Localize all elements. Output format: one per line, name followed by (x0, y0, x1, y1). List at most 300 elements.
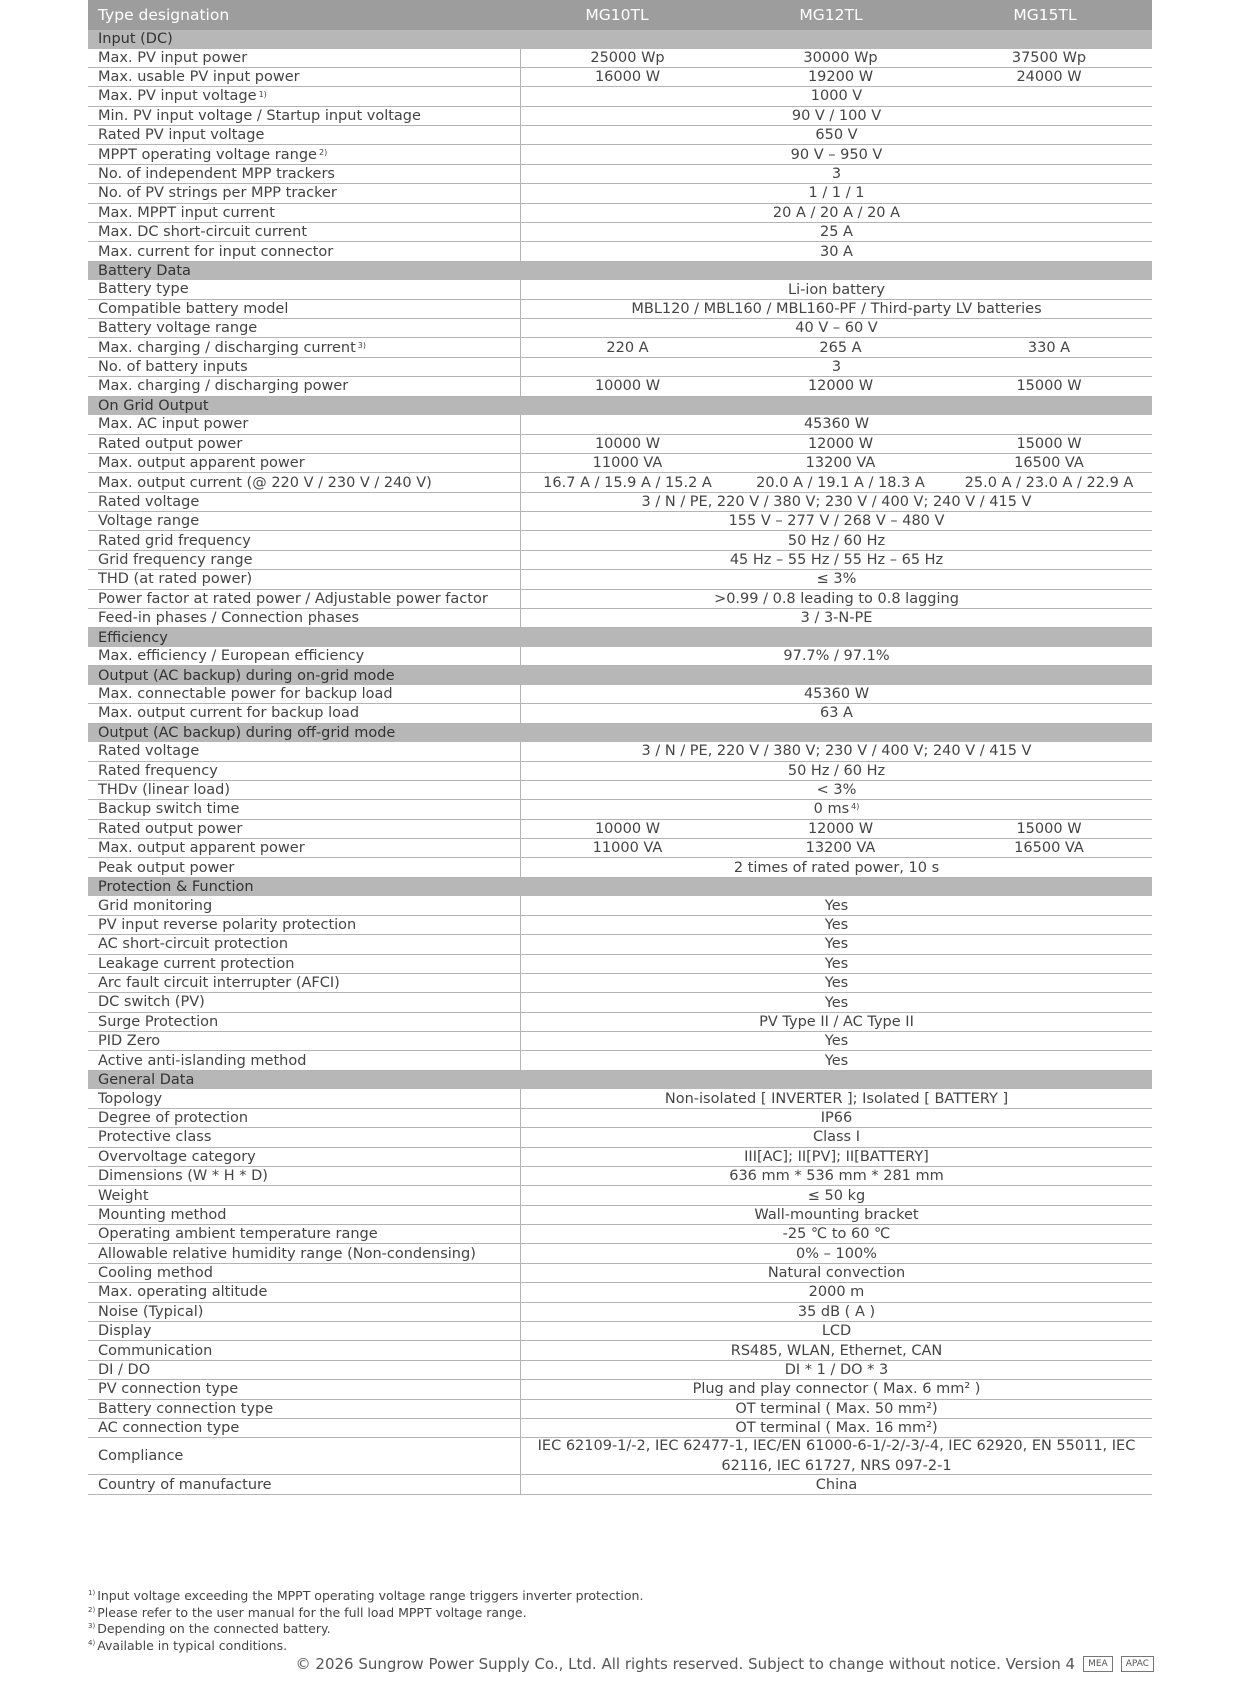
spec-label (88, 647, 521, 665)
spec-label-text: Communication (98, 1342, 213, 1359)
spec-label (88, 68, 521, 86)
spec-label (88, 839, 521, 857)
spec-label-text: MPPT operating voltage range (98, 146, 317, 163)
spec-label-text: Max. charging / discharging current (98, 339, 356, 356)
spec-label (88, 126, 521, 144)
spec-values (521, 87, 1152, 105)
copyright-text: © 2026 Sungrow Power Supply Co., Ltd. All rights reserved. Subject to change without notice. Version 4 (295, 1655, 1076, 1673)
spec-values (521, 570, 1152, 588)
spec-label-text: Max. PV input power (98, 49, 248, 66)
spec-label-text: Leakage current protection (98, 955, 295, 972)
spec-values (521, 165, 1152, 183)
spec-values (521, 280, 1152, 298)
spec-label-text: Compatible battery model (98, 300, 289, 317)
spec-values (521, 955, 1152, 973)
spec-label (88, 1322, 521, 1340)
spec-row (88, 1225, 1152, 1244)
spec-values (521, 1032, 1152, 1050)
spec-row (88, 1380, 1152, 1399)
spec-row (88, 223, 1152, 242)
spec-row (88, 704, 1152, 723)
spec-value (521, 183, 1152, 203)
spec-value: 16.7 A / 15.9 A / 15.2 A (543, 474, 712, 491)
spec-value-text: 90 V – 950 V (790, 146, 883, 163)
spec-label (88, 454, 521, 472)
spec-row (88, 993, 1152, 1012)
spec-values (521, 1109, 1152, 1127)
spec-value-text: Yes (824, 1033, 849, 1050)
spec-row (88, 935, 1152, 954)
footnote-marker: 3) (357, 341, 366, 351)
spec-value (521, 1186, 1152, 1206)
spec-values (521, 1264, 1152, 1282)
spec-value: 10000 W (594, 378, 661, 395)
spec-values (521, 609, 1152, 627)
spec-label-text: Dimensions (W * H * D) (98, 1168, 268, 1185)
spec-label (88, 1283, 521, 1301)
spec-row (88, 1109, 1152, 1128)
section-header: Efficiency (88, 628, 1152, 647)
spec-value: 11000 VA (592, 455, 663, 472)
footnote-number: 3) (88, 1622, 96, 1630)
section-header: Battery Data (88, 262, 1152, 281)
spec-value: 19200 W (807, 69, 874, 86)
spec-values (521, 1244, 1152, 1262)
spec-label-text: Battery connection type (98, 1400, 274, 1417)
spec-value (521, 357, 1152, 377)
spec-value-text: 3 / N / PE, 220 V / 380 V; 230 V / 400 V; 240 V / 415 V (641, 493, 1032, 510)
spec-value: 25000 Wp (590, 49, 665, 66)
spec-value-text: Yes (824, 955, 849, 972)
spec-values (521, 1380, 1152, 1398)
spec-label (88, 512, 521, 530)
spec-label (88, 858, 521, 876)
spec-row (88, 590, 1152, 609)
spec-row (88, 165, 1152, 184)
spec-label (88, 1013, 521, 1031)
spec-label-text: Max. output apparent power (98, 840, 305, 857)
spec-values (521, 762, 1152, 780)
spec-row (88, 473, 1152, 492)
spec-value-text: -25 ℃ to 60 ℃ (782, 1226, 891, 1243)
spec-label-text: Cooling method (98, 1265, 213, 1282)
region-tag-mea: MEA (1083, 1656, 1113, 1672)
spec-value-text: 1 / 1 / 1 (808, 185, 865, 202)
spec-value: 37500 Wp (1011, 49, 1087, 66)
spec-label (88, 704, 521, 722)
spec-label (88, 916, 521, 934)
spec-label-text: Rated voltage (98, 493, 200, 510)
spec-row (88, 820, 1152, 839)
spec-label-text: No. of PV strings per MPP tracker (98, 185, 337, 202)
spec-value: 11000 VA (592, 840, 663, 857)
table-body (88, 30, 1152, 1495)
spec-row (88, 742, 1152, 761)
spec-value (521, 222, 1152, 242)
footnote-item (88, 1621, 643, 1638)
spec-label (88, 493, 521, 511)
spec-label (88, 1128, 521, 1146)
spec-label-text: Rated grid frequency (98, 532, 251, 549)
spec-values (521, 704, 1152, 722)
spec-value (521, 1263, 1152, 1283)
spec-values (521, 126, 1152, 144)
spec-value: 25.0 A / 23.0 A / 22.9 A (964, 474, 1134, 491)
footnote-number: 2) (88, 1605, 96, 1614)
spec-row (88, 280, 1152, 299)
spec-row (88, 49, 1152, 68)
spec-value (521, 858, 1152, 878)
model-mg15tl: MG15TL (1013, 6, 1077, 24)
footnote-marker: 2) (318, 148, 328, 158)
spec-label-text: Protective class (98, 1129, 212, 1146)
spec-label-text: Feed-in phases / Connection phases (98, 610, 360, 627)
spec-values (521, 551, 1152, 569)
spec-label (88, 204, 521, 222)
spec-value-text: Plug and play connector ( Max. 6 mm² ) (692, 1381, 981, 1398)
spec-value-text: 0 ms (813, 801, 850, 818)
spec-row (88, 1438, 1152, 1475)
spec-value-text: 636 mm * 536 mm * 281 mm (729, 1168, 944, 1185)
spec-label-text: Rated frequency (98, 762, 218, 779)
spec-value (521, 86, 1152, 106)
spec-values (521, 145, 1152, 163)
spec-value (521, 242, 1152, 262)
spec-value-text: Yes (824, 897, 849, 914)
spec-label-text: Battery type (98, 281, 189, 298)
spec-value-text: LCD (821, 1323, 852, 1340)
spec-value (521, 106, 1152, 126)
spec-label (88, 590, 521, 608)
spec-value (521, 684, 1152, 704)
spec-value-text: 30 A (820, 243, 853, 260)
spec-label (88, 1303, 521, 1321)
section-header: Protection & Function (88, 878, 1152, 897)
spec-values (521, 300, 1152, 318)
spec-label (88, 531, 521, 549)
spec-row (88, 531, 1152, 550)
spec-value: 16500 VA (1014, 455, 1084, 472)
spec-label-text: Max. usable PV input power (98, 69, 300, 86)
spec-value-text: 40 V – 60 V (795, 320, 878, 337)
spec-row (88, 647, 1152, 666)
spec-value-text: Yes (824, 916, 849, 933)
spec-label-text: No. of battery inputs (98, 359, 248, 376)
spec-values (521, 935, 1152, 953)
spec-row (88, 377, 1152, 396)
spec-values (521, 1400, 1152, 1418)
section-header: On Grid Output (88, 397, 1152, 416)
spec-value-text: 45360 W (803, 416, 870, 433)
spec-value: 10000 W (594, 820, 661, 837)
spec-label (88, 1167, 521, 1185)
spec-label-text: Max. output current (@ 220 V / 230 V / 240 V) (98, 474, 432, 491)
spec-value-text: 50 Hz / 60 Hz (787, 762, 886, 779)
spec-label (88, 1089, 521, 1107)
spec-label-text: Display (98, 1323, 152, 1340)
region-tag-apac: APAC (1121, 1656, 1154, 1672)
footnote-text: Depending on the connected battery. (97, 1621, 331, 1636)
spec-values (521, 993, 1152, 1011)
spec-row (88, 1186, 1152, 1205)
spec-value (521, 1108, 1152, 1128)
spec-row (88, 493, 1152, 512)
spec-value: 16500 VA (1014, 840, 1084, 857)
spec-label (88, 49, 521, 67)
spec-label (88, 358, 521, 376)
spec-label-text: Degree of protection (98, 1109, 249, 1126)
spec-value (521, 1205, 1152, 1225)
spec-label-text: Topology (98, 1090, 163, 1107)
spec-row (88, 435, 1152, 454)
spec-row (88, 1013, 1152, 1032)
spec-label-text: AC short-circuit protection (98, 936, 289, 953)
spec-label (88, 1186, 521, 1204)
spec-label-text: Max. charging / discharging power (98, 378, 349, 395)
spec-values (521, 184, 1152, 202)
spec-row (88, 858, 1152, 877)
spec-values (521, 454, 1152, 472)
spec-value-text: RS485, WLAN, Ethernet, CAN (730, 1342, 943, 1359)
spec-value-text: Wall-mounting bracket (754, 1206, 919, 1223)
spec-label-text: Max. operating altitude (98, 1284, 268, 1301)
spec-values (521, 1186, 1152, 1204)
spec-values (521, 223, 1152, 241)
spec-value (521, 1418, 1152, 1438)
spec-value (521, 934, 1152, 954)
spec-label-text: Voltage range (98, 513, 200, 530)
spec-value (521, 993, 1152, 1013)
spec-label-text: Country of manufacture (98, 1476, 272, 1493)
spec-label (88, 609, 521, 627)
spec-value (521, 1399, 1152, 1419)
spec-label (88, 473, 521, 491)
spec-value-text: 3 / N / PE, 220 V / 380 V; 230 V / 400 V; 240 V / 415 V (641, 743, 1032, 760)
spec-label-text: Compliance (98, 1448, 184, 1465)
spec-label-text: Active anti-islanding method (98, 1052, 307, 1069)
spec-values (521, 1475, 1152, 1493)
spec-values (521, 319, 1152, 337)
spec-value (521, 1051, 1152, 1071)
spec-values (521, 1225, 1152, 1243)
spec-label (88, 993, 521, 1011)
spec-label-text: Rated output power (98, 820, 243, 837)
spec-label (88, 300, 521, 318)
section-header: General Data (88, 1071, 1152, 1090)
spec-row (88, 955, 1152, 974)
spec-values (521, 377, 1152, 395)
spec-label (88, 935, 521, 953)
footnote-marker: 4) (851, 802, 860, 812)
spec-value-text: DI * 1 / DO * 3 (784, 1362, 889, 1379)
spec-value (521, 973, 1152, 993)
spec-label-text: Max. PV input voltage (98, 88, 257, 105)
table-header (88, 0, 1152, 30)
spec-value-text: Class I (812, 1129, 861, 1146)
footnote-text: Please refer to the user manual for the full load MPPT voltage range. (97, 1604, 527, 1620)
spec-value-text: 650 V (815, 127, 858, 144)
spec-label (88, 184, 521, 202)
spec-row (88, 1206, 1152, 1225)
spec-row (88, 551, 1152, 570)
spec-values (521, 242, 1152, 260)
spec-row (88, 454, 1152, 473)
spec-row (88, 319, 1152, 338)
spec-label (88, 1148, 521, 1166)
spec-value (521, 780, 1152, 800)
spec-value-text: Yes (824, 1052, 849, 1069)
spec-value-text: Yes (824, 936, 849, 953)
spec-label-text: Rated voltage (98, 743, 200, 760)
spec-label-text: Mounting method (98, 1206, 227, 1223)
spec-values (521, 839, 1152, 857)
spec-value (521, 1341, 1152, 1361)
spec-values (521, 415, 1152, 433)
spec-values (521, 531, 1152, 549)
spec-label-text: Max. DC short-circuit current (98, 224, 308, 241)
spec-label (88, 435, 521, 453)
spec-value: 12000 W (807, 820, 874, 837)
spec-row (88, 1051, 1152, 1070)
spec-label (88, 742, 521, 760)
spec-row (88, 839, 1152, 858)
spec-label-text: THDv (linear load) (98, 782, 231, 799)
spec-values (521, 493, 1152, 511)
spec-value-text: Yes (824, 994, 849, 1011)
spec-row (88, 126, 1152, 145)
spec-row (88, 68, 1152, 87)
section-header: Input (DC) (88, 30, 1152, 49)
spec-value-text: 90 V / 100 V (791, 107, 882, 124)
spec-row (88, 1361, 1152, 1380)
spec-label (88, 1264, 521, 1282)
spec-label (88, 1361, 521, 1379)
footnote-item (88, 1588, 643, 1605)
spec-label (88, 415, 521, 433)
footnote-text: Available in typical conditions. (97, 1637, 288, 1653)
spec-label-text: No. of independent MPP trackers (98, 166, 335, 183)
spec-value (521, 799, 1152, 819)
spec-label (88, 319, 521, 337)
spec-value-text: IEC 62109-1/-2, IEC 62477-1, IEC/EN 61000-6-1/-2/-3/-4, IEC 62920, EN 55011, IEC 62116, IEC 61727, NRS 097-2-1 (537, 1438, 1136, 1475)
spec-value: 12000 W (807, 378, 874, 395)
spec-label-text: Surge Protection (98, 1013, 219, 1030)
spec-value-text: 50 Hz / 60 Hz (787, 532, 886, 549)
spec-values (521, 1148, 1152, 1166)
spec-row (88, 1303, 1152, 1322)
spec-value: 15000 W (1016, 378, 1082, 395)
section-header: Output (AC backup) during off-grid mode (88, 724, 1152, 743)
spec-row (88, 800, 1152, 819)
spec-values (521, 590, 1152, 608)
spec-value-text: Natural convection (767, 1265, 906, 1282)
spec-label-text: Battery voltage range (98, 320, 258, 337)
spec-label (88, 1380, 521, 1398)
spec-value (521, 1147, 1152, 1167)
spec-label (88, 223, 521, 241)
spec-label (88, 896, 521, 914)
spec-table (88, 0, 1152, 1495)
spec-label (88, 1438, 521, 1474)
spec-values (521, 800, 1152, 818)
spec-values (521, 820, 1152, 838)
spec-value-text: Yes (824, 975, 849, 992)
spec-values (521, 68, 1152, 86)
spec-label (88, 1244, 521, 1262)
spec-value-text: ≤ 50 kg (807, 1187, 866, 1204)
spec-label (88, 1419, 521, 1437)
spec-value (521, 1282, 1152, 1302)
spec-value (521, 1436, 1152, 1476)
spec-label (88, 242, 521, 260)
spec-label-text: THD (at rated power) (98, 571, 253, 588)
spec-value-text: 97.7% / 97.1% (783, 648, 890, 665)
spec-row (88, 1148, 1152, 1167)
spec-label-text: DI / DO (98, 1362, 151, 1379)
spec-row (88, 1089, 1152, 1108)
spec-label (88, 1051, 521, 1069)
spec-label-text: Max. output apparent power (98, 455, 305, 472)
spec-label (88, 685, 521, 703)
spec-value: 220 A (606, 339, 649, 356)
spec-values (521, 1283, 1152, 1301)
spec-value-text: 0% – 100% (796, 1245, 877, 1262)
spec-label-text: Rated output power (98, 435, 243, 452)
spec-value (521, 569, 1152, 589)
spec-values (521, 685, 1152, 703)
spec-label (88, 1475, 521, 1493)
spec-label-text: Backup switch time (98, 801, 240, 818)
spec-value (521, 608, 1152, 628)
spec-row (88, 1475, 1152, 1494)
model-mg10tl: MG10TL (585, 6, 649, 24)
spec-value (521, 550, 1152, 570)
spec-value (521, 741, 1152, 761)
spec-row (88, 781, 1152, 800)
spec-label-text: Grid frequency range (98, 552, 253, 569)
spec-value (521, 1321, 1152, 1341)
spec-label (88, 1341, 521, 1359)
section-header: Output (AC backup) during on-grid mode (88, 666, 1152, 685)
spec-label (88, 762, 521, 780)
spec-value-text: 45360 W (803, 686, 870, 703)
spec-row (88, 512, 1152, 531)
spec-value (521, 1360, 1152, 1380)
spec-row (88, 570, 1152, 589)
spec-label (88, 781, 521, 799)
spec-values (521, 1322, 1152, 1340)
spec-label-text: Max. MPPT input current (98, 204, 275, 221)
spec-value-text: 63 A (820, 705, 853, 722)
spec-label (88, 955, 521, 973)
spec-value-text: III[AC]; II[PV]; II[BATTERY] (744, 1148, 929, 1165)
spec-values (521, 647, 1152, 665)
spec-values (521, 896, 1152, 914)
spec-value (521, 915, 1152, 935)
spec-row (88, 87, 1152, 106)
spec-value (521, 1166, 1152, 1186)
spec-value: 30000 Wp (803, 49, 878, 66)
spec-value (521, 299, 1152, 319)
spec-values (521, 204, 1152, 222)
spec-label-text: Allowable relative humidity range (Non-condensing) (98, 1245, 476, 1262)
spec-value (521, 414, 1152, 434)
spec-row (88, 1244, 1152, 1263)
spec-row (88, 145, 1152, 164)
spec-value-text: Non-isolated [ INVERTER ]; Isolated [ BATTERY ] (664, 1090, 1009, 1107)
spec-value (521, 145, 1152, 165)
spec-values (521, 1167, 1152, 1185)
